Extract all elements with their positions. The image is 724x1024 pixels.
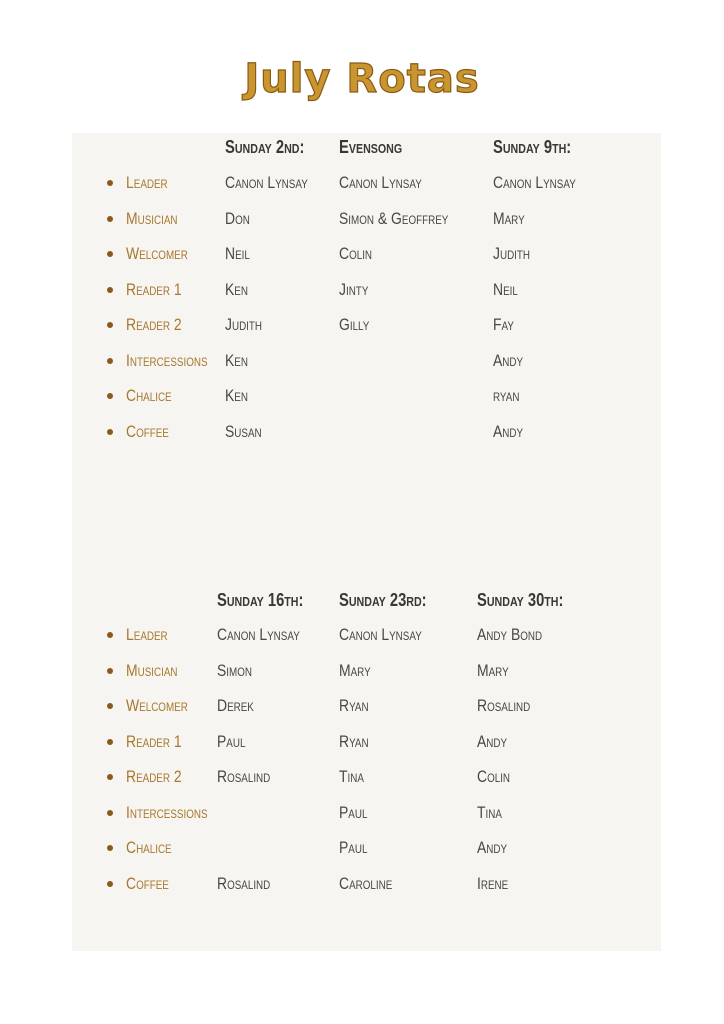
rota-entry: Rosalind — [217, 873, 271, 893]
rota-entry: Simon — [217, 660, 252, 680]
column-header: Sunday 9th: — [493, 137, 572, 157]
column-header: Sunday 16th: — [217, 590, 304, 610]
rota-entry: Fay — [493, 315, 514, 334]
rota-entry: Ken — [225, 279, 248, 299]
rota-entry: Colin — [339, 244, 373, 263]
bullet-icon — [107, 251, 113, 257]
bullet-icon — [107, 358, 113, 364]
rota-entry: Mary — [477, 660, 509, 680]
rota-entry: Paul — [339, 802, 368, 822]
rota-entry: Ryan — [339, 731, 369, 751]
rota-entry: Mary — [339, 660, 371, 680]
rota-entry: Susan — [225, 421, 262, 441]
bullet-icon — [107, 881, 113, 887]
rota-entry: Simon & Geoffrey — [339, 208, 449, 228]
bullet-icon — [107, 632, 113, 638]
rota-entry: Rosalind — [477, 696, 531, 715]
rota-entry: Andy Bond — [477, 625, 543, 644]
column-header: Sunday 2nd: — [225, 137, 305, 157]
bullet-icon — [107, 739, 113, 745]
bullet-icon — [107, 429, 113, 435]
role-label: Reader 2 — [126, 315, 182, 334]
rota-entry: Judith — [493, 244, 531, 263]
role-label: Reader 1 — [126, 731, 182, 751]
rota-entry: Irene — [477, 873, 509, 893]
rota-entry: Andy — [493, 421, 524, 441]
rota-entry: Tina — [477, 802, 502, 822]
rota-entry: Neil — [225, 244, 250, 263]
rota-entry: Jinty — [339, 279, 369, 299]
rota-entry: Canon Lynsay — [225, 173, 308, 192]
role-label: Coffee — [126, 421, 169, 441]
rota-entry: Rosalind — [217, 767, 271, 786]
bullet-icon — [107, 216, 113, 222]
bullet-icon — [107, 703, 113, 709]
role-label: Musician — [126, 208, 178, 228]
bullet-icon — [107, 845, 113, 851]
rota-entry: Andy — [477, 731, 508, 751]
bullet-icon — [107, 774, 113, 780]
role-label: Coffee — [126, 873, 169, 893]
role-label: Welcomer — [126, 244, 188, 263]
rota-entry: Canon Lynsay — [339, 173, 422, 192]
role-label: Intercessions — [126, 802, 208, 822]
role-label: Leader — [126, 625, 168, 644]
column-header: Sunday 23rd: — [339, 590, 427, 610]
bullet-icon — [107, 393, 113, 399]
bullet-icon — [107, 180, 113, 186]
page-title: July Rotas — [244, 56, 480, 102]
rota-entry: Derek — [217, 696, 254, 715]
rota-entry: Andy — [477, 838, 508, 857]
role-label: Welcomer — [126, 696, 188, 715]
role-label: Chalice — [126, 386, 172, 405]
bullet-icon — [107, 287, 113, 293]
rota-entry: Canon Lynsay — [217, 625, 300, 644]
bullet-icon — [107, 668, 113, 674]
role-label: Musician — [126, 660, 178, 680]
column-header: Evensong — [339, 137, 403, 157]
rota-entry: Paul — [217, 731, 246, 751]
role-label: Intercessions — [126, 350, 208, 370]
rota-entry: Ryan — [339, 696, 369, 715]
rota-entry: Andy — [493, 350, 524, 370]
rota-entry: Ken — [225, 386, 248, 405]
rota-entry: Caroline — [339, 873, 393, 893]
rota-entry: Ken — [225, 350, 248, 370]
rota-entry: Paul — [339, 838, 368, 857]
bullet-icon — [107, 322, 113, 328]
bullet-icon — [107, 810, 113, 816]
role-label: Chalice — [126, 838, 172, 857]
rota-entry: Canon Lynsay — [493, 173, 576, 192]
rota-entry: Canon Lynsay — [339, 625, 422, 644]
column-header: Sunday 30th: — [477, 590, 564, 610]
role-label: Reader 2 — [126, 767, 182, 786]
rota-entry: Don — [225, 208, 250, 228]
rota-entry: Colin — [477, 767, 511, 786]
rota-entry: Gilly — [339, 315, 370, 334]
role-label: Reader 1 — [126, 279, 182, 299]
role-label: Leader — [126, 173, 168, 192]
rota-entry: ryan — [493, 386, 520, 405]
rota-entry: Mary — [493, 208, 525, 228]
rota-entry: Judith — [225, 315, 263, 334]
rota-entry: Neil — [493, 279, 518, 299]
rota-entry: Tina — [339, 767, 364, 786]
